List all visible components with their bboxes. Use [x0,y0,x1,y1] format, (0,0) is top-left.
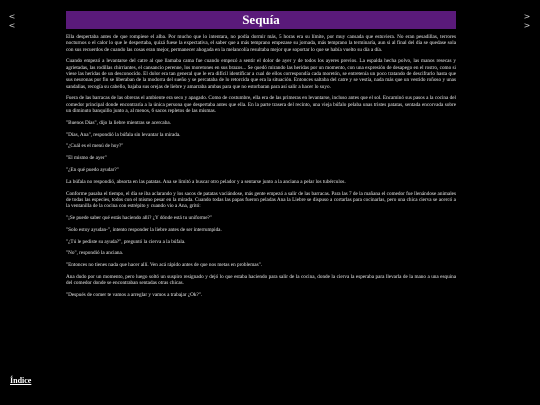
previous-page-arrow-icon[interactable] [8,12,16,30]
paragraph: Cuando empezó a levantarse del catre al que llamaba cama fue cuando empezó a sentir el dolor de ayer y de todos los ayeres previos. La espalda hecha polvo, las manos resecas y agrietadas, las rodillas chirriantes, el cansancio perenne, los moretones en sus brazos... Se quedó mirando las heridas por un momento, con una expresión de desapego en el rostro, como si viese las heridas de un desconocido. El dolor era tan general que le era difícil identificar a cual de ellos correspondía cada moretón, se entretenía un poco tratando de descifrarlo hasta que sus neuronas por fin se liberaban de la modorra del sueño y se percataba de lo retorcida que era la situación. Entonces saltaba del catre y se vestía, nada más que un vestido roñoso y unas sandalias, recogía su cabello, bajaba sus orejas de liebre y amarraba ambas para que no estorbaran para así salir a hacer lo suyo. [66,58,456,90]
paragraph: "Buenos Días", dijo la liebre mientras se acercaba. [66,119,171,126]
paragraph: "El mismo de ayer" [66,155,107,162]
previous-arrow-glyph: < [8,12,16,21]
next-page-arrow-icon[interactable] [523,12,531,30]
next-arrow-glyph: > [523,12,531,21]
paragraph: "Días, Ana", respondió la búfala sin levantar la mirada. [66,131,181,138]
paragraph: "¿Tú le pediste su ayuda?", preguntó la cierva a la búfala. [66,238,186,245]
paragraph: "Entonces no tienes nada que hacer allí. Ven acá rápido antes de que nos metas en problemas". [66,262,263,269]
story-text [66,34,456,304]
paragraph: Ana dudo por un momento, pero luego soltó un suspiro resignado y dejó lo que estaba haciendo para salir de la cocina, donde la cierva la esperaba para llevarla de la mano a una esquina del comedor donde se encontraban sentadas otras chicas. [66,273,456,287]
paragraph: "No", respondió la anciana. [66,250,124,257]
paragraph: "¿Cuál es el menú de hoy?" [66,143,124,150]
paragraph: "Después de comer te vamos a arreglar y vamos a trabajar ¿Ok?". [66,292,203,299]
index-link[interactable]: Índice [10,376,32,385]
paragraph: La búfala no respondió, absorta en las patatas. Ana se limitó a buscar otro pelador y a sentarse junto a la anciana a pelar los tubérculos. [66,178,346,185]
page-title: Sequía [66,11,456,29]
paragraph: Fuera de las barracas de las obreras el ambiente era seco y apagado. Como de costumbre, ella era de las primeras en levantarse, incluso antes que el sol. Encaminó sus pasos a la cocina del comedor principal donde encontraría a la única persona que despertaba antes que ella. En la parte trasera del recinto, una vieja búfalo pelaba unas tristes patatas, sentada encorvada sobre un diminuto banquillo junto a, al menos, 6 sacos repletos de las mismas. [66,95,456,114]
paragraph: Ella despertaba antes de que rompiese el alba. Por mucho que lo intentara, no podía dormir más, 5 horas era su límite, por muy cansada que estuviera. No eran pesadillas, terrores nocturnos o el calor lo que le despertaba, quizá fuese la expectativa, el saber que a más temprano empezase su jornada, más temprano la terminaría, aun si al final del día se quedase sola con sus recuerdos de cuando las cosas eran mejor, permanecer ahogada en la melancolía resultaba mejor que soportar lo que se había vuelto su día a día. [66,34,456,53]
paragraph: Conforme pasaba el tiempo, el día se iba aclarando y los sacos de patatas vaciándose, más gente empezó a salir de las barracas. Para las 7 de la mañana el comedor fue llenándose animales de todas las especies, todos con el mismo pesar en la mirada. Cuando todas las papas fueron peladas Ana la Liebre se dispuso a cortarlas para cocinarlas, pero una chica cierva se acercó a la ventanilla de la cocina con estrépito y cuando vio a Ana, gritó: [66,190,456,210]
paragraph: "¿En qué puedo ayudar?" [66,166,119,173]
paragraph: "¡Se puede saber qué estás haciendo allí? ¿Y dónde está tu uniforme?" [66,214,212,221]
previous-arrow-glyph-repeat: < [8,21,16,30]
paragraph: "Solo estoy ayudan-", intento responder la liebre antes de ser interrumpida. [66,226,222,233]
next-arrow-glyph-repeat: > [523,21,531,30]
